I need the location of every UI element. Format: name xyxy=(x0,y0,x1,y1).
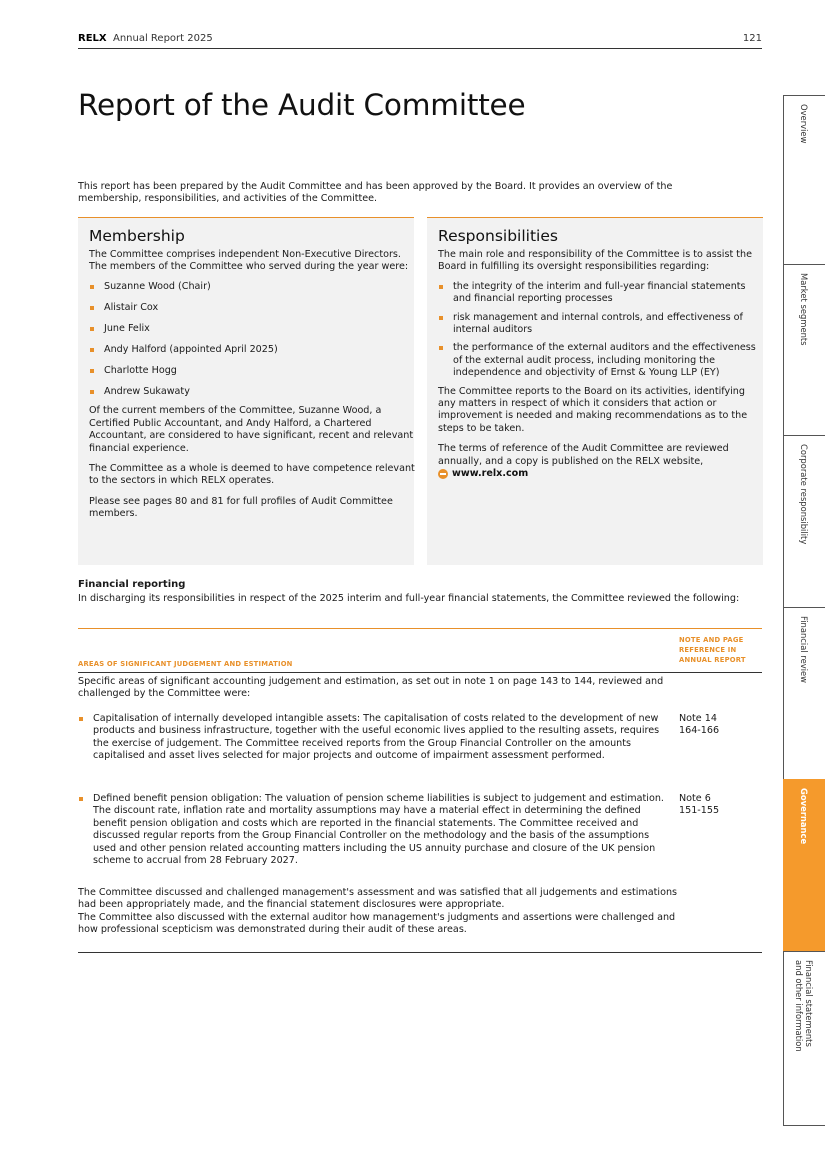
financial-reporting-heading: Financial reporting xyxy=(78,579,186,590)
specific-areas-intro: Specific areas of significant accounting judgement and estimation, as set out in note 1 on page 143 to 144, reviewed and challenged by the Committee were: xyxy=(78,676,664,700)
row-text: Capitalisation of internally developed intangible assets: The capitalisation of costs related to the development of new products and business infrastructure, together with the useful economic lives applied to the resulting assets, requires the exercise of judgement. The Committee received reports from the Group Financial Controller on the amounts capitalised and asset lives selected for major projects and outcome of impairment assessment performed. xyxy=(93,713,660,762)
tab-market-segments[interactable] xyxy=(783,264,825,435)
website-url: www.relx.com xyxy=(452,468,529,480)
closing-paragraph xyxy=(78,887,678,937)
page-number: 121 xyxy=(742,33,762,44)
table-header-rule xyxy=(78,672,762,673)
tab-financial-statements[interactable] xyxy=(783,951,825,1126)
intro-paragraph: This report has been prepared by the Audit Committee and has been approved by the Board. It provides an overview of the membership, responsibilities, and activities of the Committee. xyxy=(78,181,673,205)
tab-label-line: and other information xyxy=(794,960,804,1052)
tab-financial-review[interactable] xyxy=(783,607,825,779)
list-item: Suzanne Wood (Chair) xyxy=(89,281,415,293)
membership-heading: Membership xyxy=(89,227,185,245)
membership-para: Please see pages 80 and 81 for full profiles of Audit Committee members. xyxy=(89,495,393,520)
tab-overview[interactable] xyxy=(783,95,825,264)
table-bottom-rule xyxy=(78,952,762,953)
list-item: Andrew Sukawaty xyxy=(89,386,415,398)
page-title: Report of the Audit Committee xyxy=(78,88,526,122)
membership-para: The Committee as a whole is deemed to have competence relevant to the sectors in which RELX operates. xyxy=(89,463,415,487)
responsibility-list xyxy=(438,281,764,380)
list-item: June Felix xyxy=(89,323,415,335)
tab-label xyxy=(794,960,814,1052)
membership-para: Of the current members of the Committee, Suzanne Wood, a Certified Public Accountant, and Andy Halford, a Chartered Accountant, are considered to have significant, recent and relevant financial experience. xyxy=(89,405,414,454)
responsibilities-para: The terms of reference of the Audit Committee are reviewed annually, and a copy is published on the RELX website, xyxy=(438,443,729,467)
note-pages: 164-166 xyxy=(679,725,720,737)
publication-name: Annual Report 2025 xyxy=(112,33,213,44)
tab-label: Corporate responsibility xyxy=(799,444,809,545)
tab-label: Financial review xyxy=(799,616,809,684)
tab-label: Governance xyxy=(799,788,809,845)
member-list xyxy=(89,281,415,399)
list-item: risk management and internal controls, and effectiveness of internal auditors xyxy=(438,312,764,337)
tab-label: Overview xyxy=(799,104,809,144)
list-item: the performance of the external auditors and the effectiveness of the external audit process, including monitoring the independence and objectivity of Ernst & Young LLP (EY) xyxy=(438,342,764,379)
tab-label: Market segments xyxy=(799,273,809,346)
note-number: Note 14 xyxy=(679,713,717,724)
tab-label-line: Financial statements xyxy=(804,960,814,1047)
closing-text: The Committee discussed and challenged management's assessment and was satisfied that all judgements and estimations had been appropriately made, and the financial statement disclosures were appropriate. xyxy=(78,887,678,911)
column-header-areas: AREAS OF SIGNIFICANT JUDGEMENT AND ESTIMATION xyxy=(78,660,293,668)
membership-lead: The Committee comprises independent Non-Executive Directors. The members of the Committee who served during the year were: xyxy=(89,249,409,273)
responsibilities-heading: Responsibilities xyxy=(438,227,558,245)
closing-text: The Committee also discussed with the external auditor how management's judgments and assertions were challenged and how professional scepticism was demonstrated during their audit of these areas. xyxy=(78,911,676,936)
membership-panel xyxy=(78,217,414,565)
bullet-icon xyxy=(79,717,83,721)
responsibilities-para: The Committee reports to the Board on its activities, identifying any matters in respect of which it considers that action or improvement is needed and making recommendations as to the steps to be taken. xyxy=(438,385,748,434)
running-header xyxy=(78,33,213,44)
table-row xyxy=(78,793,668,867)
tab-governance[interactable] xyxy=(783,779,825,951)
note-reference xyxy=(679,713,761,738)
bullet-icon xyxy=(79,797,83,801)
row-text: Defined benefit pension obligation: The valuation of pension scheme liabilities is subject to judgement and estimation. The discount rate, inflation rate and mortality assumptions may have a material effect in determining the defined benefit pension obligation and costs which are reported in the financial statements. The Committee received and discussed regular reports from the Group Financial Controller on the methodology and the basis of the assumptions used and other pension related accounting matters including the US annuity purchase and closure of the UK pension scheme to accrual from 28 February 2027. xyxy=(93,793,664,867)
brand-name: RELX xyxy=(78,33,107,44)
header-divider xyxy=(78,48,762,49)
tab-corporate-responsibility[interactable] xyxy=(783,435,825,607)
list-item: Charlotte Hogg xyxy=(89,365,415,377)
responsibilities-lead: The main role and responsibility of the Committee is to assist the Board in fulfilling its oversight responsibilities regarding: xyxy=(438,249,753,273)
column-header-note: NOTE AND PAGE REFERENCE IN ANNUAL REPORT xyxy=(679,636,746,664)
note-reference xyxy=(679,793,761,818)
note-number: Note 6 xyxy=(679,793,711,804)
list-item: the integrity of the interim and full-year financial statements and financial reporting processes xyxy=(438,281,764,306)
list-item: Alistair Cox xyxy=(89,302,415,314)
link-icon xyxy=(438,469,448,479)
list-item: Andy Halford (appointed April 2025) xyxy=(89,344,415,356)
website-link[interactable] xyxy=(438,468,764,480)
financial-reporting-intro: In discharging its responsibilities in respect of the 2025 interim and full-year financial statements, the Committee reviewed the following: xyxy=(78,593,740,604)
table-row xyxy=(78,713,668,763)
note-pages: 151-155 xyxy=(679,805,720,817)
table-top-rule xyxy=(78,628,762,629)
responsibilities-panel xyxy=(427,217,763,565)
